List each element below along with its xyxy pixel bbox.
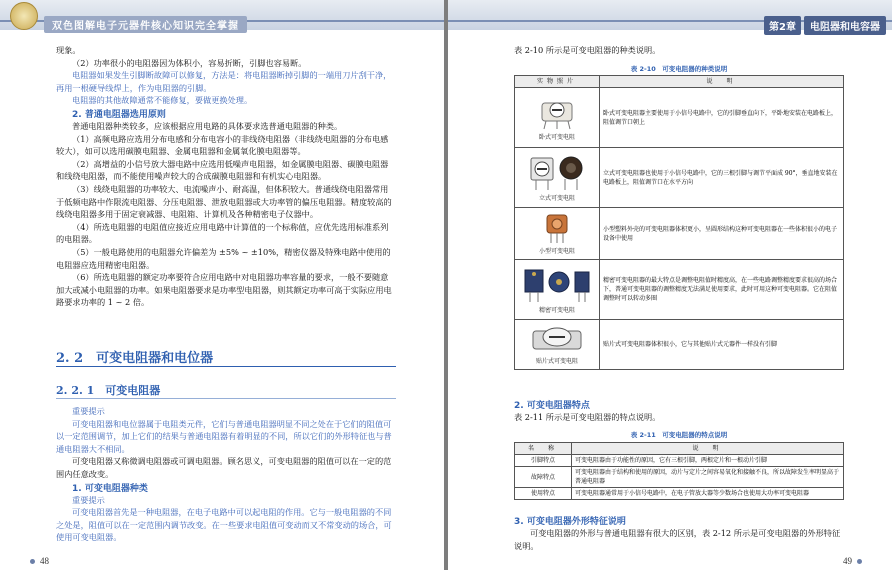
table-row [515, 488, 844, 500]
tip-label: 重要提示 [72, 406, 105, 416]
description-cell: 可变电阻器由于结构和使用的原因，动片与定片之间容易氧化和接触不良，所以故障发生率明显高于普通电阻器 [572, 467, 844, 488]
smd-trimmer-photo [529, 323, 585, 355]
page-number-dot [857, 559, 862, 564]
highlight-paragraph: 电阻器如果发生引脚断故障可以修复，方法是：将电阻器断掉引脚的一端用刀片刮干净，再用一根硬导线焊上，作为电阻器的引脚。 [56, 70, 392, 93]
paragraph: 现象。 [56, 45, 81, 55]
table-row [515, 260, 844, 320]
table-row [515, 467, 844, 488]
table-row [515, 320, 844, 370]
photo-caption: 立式可变电阻 [538, 195, 575, 202]
photo-caption: 精密可变电阻 [538, 307, 575, 314]
table-row [515, 455, 844, 467]
section-rule [56, 398, 396, 399]
page-number: 48 [40, 556, 49, 566]
chapter-label: 第2章 [764, 16, 801, 35]
description-cell: 可变电阻器由于功能性的原因，它有三根引脚，两根定片和一根动片引脚 [572, 455, 844, 467]
left-body-bottom [56, 405, 394, 544]
right-page [448, 0, 892, 570]
table-header: 名 称 [515, 443, 572, 455]
left-header-band [0, 0, 444, 30]
name-cell: 故障特点 [515, 467, 572, 488]
photo-cell [515, 260, 600, 320]
description-cell: 精密可变电阻器的最大特点是调整电阻值时精度高，在一些电路调整精度要求很高的场合下，普通可变电阻器的调整精度无法满足使用要求，此时可用这种可变电阻器。它在阻值调整时可以转动多圈 [600, 260, 844, 320]
section-rule [56, 366, 396, 367]
small-trimmer-photo [537, 211, 577, 245]
section-heading: 2. 可变电阻器特点 [514, 401, 590, 411]
paragraph: （1）高频电路应选用分布电感和分布电容小的非线绕电阻器（非线绕电阻器的分布电感较大），如可以选用碳膜电阻器、金属电阻器和金属氧化膜电阻器等。 [56, 133, 389, 157]
chapter-header [764, 16, 886, 35]
appearance-section [514, 514, 844, 552]
paragraph: 可变电阻器的外形与普通电阻器有很大的区别，表 2-12 所示是可变电阻器的外形特征说明。 [514, 528, 841, 551]
vertical-trimmer-photo [527, 152, 587, 192]
table-2-11 [514, 442, 844, 500]
paragraph: （6）所选电阻器的额定功率要符合应用电路中对电阻器功率容量的要求，一般不要随意加大或减小电阻器的功率。如果电阻器要求是功率型电阻器，则其额定功率可高于实际应用电路要求功率的 1 ~ 2 倍。 [56, 272, 392, 308]
table-header: 实物照片 [515, 76, 600, 88]
table-caption: 表 2-11 可变电阻器的特点说明 [630, 431, 728, 439]
name-cell: 引脚特点 [515, 455, 572, 467]
table-2-10 [514, 75, 844, 370]
left-page [0, 0, 444, 570]
description-cell: 立式可变电阻器也使用于小信号电路中，它的三根引脚与调节平面成 90°，垂直地安装在电路板上，阻值调节口在水平方向 [600, 148, 844, 208]
horizontal-trimmer-photo [534, 93, 580, 131]
highlight-paragraph: 可变电阻器和电位器属于电阻类元件，它们与普通电阻器明显不同之处在于它们的阻值可以一定范围调节，加上它们的结果与普通电阻器有着明显的不同，所以它们的外形特征也与普通电阻器大不相同。 [56, 418, 392, 454]
section-title-2-2-1: 2. 2. 1 可变电阻器 [56, 384, 161, 397]
description-cell: 可变电阻器通常用于小信号电路中，在电子管放大器等少数场合也使用大功率可变电阻器 [572, 488, 844, 500]
name-cell: 使用特点 [515, 488, 572, 500]
page-number-dot [30, 559, 35, 564]
header-ornament-icon [10, 2, 38, 30]
description-cell: 卧式可变电阻器主要使用于小信号电路中，它的引脚垂直向下，平卧地安装在电路板上，阻值调节口朝上 [600, 88, 844, 148]
photo-cell [515, 88, 600, 148]
table-row [515, 148, 844, 208]
paragraph: 普通电阻器种类较多，应该根据应用电路的具体要求选普通电阻器的种类。 [72, 120, 343, 131]
section-heading: 2. 普通电阻器选用原则 [72, 109, 166, 120]
section-title-2-2: 2. 2 可变电阻器和电位器 [56, 351, 214, 366]
paragraph: （2）功率很小的电阻器因为体积小，容易折断，引脚也容易断。 [72, 57, 307, 68]
paragraph: 可变电阻器又称微调电阻器或可调电阻器。顾名思义，可变电阻器的阻值可以在一定的范围内任意改变。 [56, 456, 392, 479]
tip-label: 重要提示 [72, 494, 105, 505]
table-caption: 表 2-10 可变电阻器的种类说明 [630, 65, 728, 73]
table-row [515, 208, 844, 260]
paragraph: （2）高增益的小信号放大器电路中应选用低噪声电阻器，如金属膜电阻器、碳膜电阻器和线绕电阻器，而不能使用噪声较大的合成碳膜电阻器和有机实心电阻器。 [56, 158, 389, 182]
features-intro [514, 398, 844, 424]
photo-caption: 小型可变电阻 [538, 248, 575, 255]
right-header-band [448, 0, 892, 33]
paragraph: （5）一般电路使用的电阻器允许偏差为 ±5% ~ ±10%，精密仪器及特殊电路中使用的电阻器应选用精密电阻器。 [56, 246, 391, 270]
page-number: 49 [843, 556, 852, 566]
table-header: 说 明 [572, 443, 844, 455]
photo-cell [515, 208, 600, 260]
highlight-paragraph: 电阻器的其他故障通常不能修复，要做更换处理。 [72, 95, 253, 106]
paragraph: （4）所选电阻器的电阻值应接近应用电路中计算值的一个标称值，应优先选用标准系列的电阻器。 [56, 221, 389, 245]
photo-caption: 贴片式可变电阻 [535, 358, 578, 365]
paragraph: （3）线绕电阻器的功率较大、电流噪声小、耐高温，但体积较大。普通线绕电阻器常用于低频电路中作限流电阻器、分压电阻器、泄放电阻器或大功率管的偏压电阻器。精度较高的线绕电阻器多用于固定衰减器、电阻箱、计算机及各种精密电子仪器中。 [56, 183, 392, 220]
description-cell: 贴片式可变电阻器体积很小，它与其他贴片式元器件一样没有引脚 [600, 320, 844, 370]
paragraph: 表 2-10 所示是可变电阻器的种类说明。 [514, 45, 661, 55]
table-row [515, 88, 844, 148]
table-header: 说 明 [600, 76, 844, 88]
description-cell: 小型塑料外壳的可变电阻器体积更小，呈圆形结构这种可变电阻器在一些体积很小的电子设备中使用 [600, 208, 844, 260]
chapter-title: 电阻器和电容器 [804, 16, 886, 35]
table-intro [514, 44, 844, 57]
photo-cell [515, 148, 600, 208]
photo-cell [515, 320, 600, 370]
photo-caption: 卧式可变电阻 [538, 134, 575, 141]
section-heading: 3. 可变电阻器外形特征说明 [514, 517, 626, 527]
book-title: 双色图解电子元器件核心知识完全掌握 [44, 16, 247, 33]
highlight-paragraph: 可变电阻器首先是一种电阻器，在电子电路中可以起电阻的作用。它与一般电阻器的不同之处是，阻值可以在一定范围内调节改变。在一些要求电阻值可变动而又不常变动的场合，可使用可变电阻器。 [56, 507, 392, 543]
section-heading: 1. 可变电阻器种类 [72, 483, 148, 494]
left-body-top [56, 44, 394, 309]
paragraph: 表 2-11 所示是可变电阻器的特点说明。 [514, 412, 661, 422]
precision-trimmer-photo [521, 264, 593, 304]
